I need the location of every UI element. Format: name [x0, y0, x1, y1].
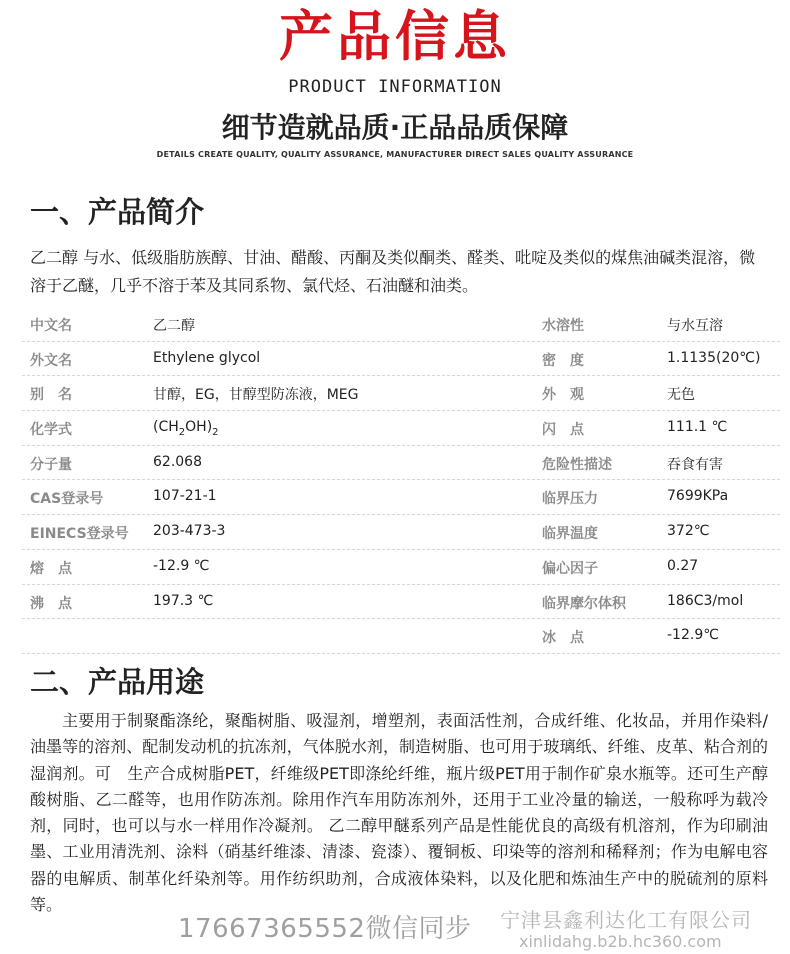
- property-label: 临界温度: [542, 526, 598, 543]
- property-label: 水溶性: [542, 318, 584, 334]
- property-label: 外 观: [542, 387, 584, 404]
- property-label: 沸 点: [30, 595, 72, 612]
- properties-table: [22, 307, 780, 654]
- table-row: [22, 411, 780, 446]
- property-value: 107-21-1: [153, 488, 217, 505]
- table-row: [22, 619, 780, 654]
- property-label: 中文名: [30, 318, 72, 334]
- chemical-formula: $(CH_2OH)_2$: [153, 419, 219, 438]
- table-row: [22, 342, 780, 377]
- property-label: 密 度: [542, 352, 584, 369]
- watermark-phone: 17667365552微信同步: [178, 908, 471, 945]
- section-title-usage: 二、产品用途: [30, 665, 205, 699]
- property-label: 冰 点: [542, 630, 584, 647]
- property-value: 甘醇，EG，甘醇型防冻液，MEG: [153, 387, 359, 404]
- property-value: -12.9 ℃: [153, 557, 210, 574]
- property-label: 危险性描述: [542, 456, 612, 473]
- property-value: 62.068: [153, 453, 202, 470]
- property-value: 111.1 ℃: [667, 419, 728, 436]
- property-label: CAS登录号: [30, 491, 104, 508]
- table-row: [22, 585, 780, 620]
- property-value: 0.27: [667, 557, 699, 574]
- property-label: 偏心因子: [542, 560, 598, 577]
- property-label: 外文名: [30, 352, 72, 369]
- page-title-en: PRODUCT INFORMATION: [288, 77, 502, 97]
- property-value: 无色: [667, 387, 695, 404]
- section-title-intro: 一、产品简介: [30, 195, 205, 229]
- property-value: Ethylene glycol: [153, 349, 261, 366]
- table-row: [22, 480, 780, 515]
- property-value: 7699KPa: [667, 488, 729, 505]
- usage-paragraph: 主要用于制聚酯涤纶，聚酯树脂、吸湿剂，增塑剂，表面活性剂，合成纤维、化妆品，并用作染料/油墨等的溶剂、配制发动机的抗冻剂，气体脱水剂，制造树脂、也可用于玻璃纸、纤维、皮革、粘合剂的湿润剂。可 生产合成树脂PET，纤维级PET即涤纶纤维，瓶片级PET用于制作矿泉水瓶等。还可生产醇酸树脂、乙二醛等，也用作防冻剂。除用作汽车用防冻剂外，还用于工业冷量的输送，一般称呼为载冷剂，同时，也可以与水一样用作冷凝剂。 乙二醇甲醚系列产品是性能优良的高级有机溶剂，作为印刷油墨、工业用清洗剂、涂料（硝基纤维漆、清漆、瓷漆）、覆铜板、印染等的溶剂和稀释剂；作为电解电容器的电解质、制革化纤染剂等。用作纺织助剂，合成液体染料，以及化肥和炼油生产中的脱硫剂的原料等。: [30, 711, 768, 915]
- property-value: 乙二醇: [153, 318, 195, 334]
- watermark-url: xinlidahg.b2b.hc360.com: [519, 932, 722, 951]
- property-label: EINECS登录号: [30, 526, 129, 543]
- table-row: [22, 550, 780, 585]
- table-row: [22, 515, 780, 550]
- property-value: 吞食有害: [667, 456, 723, 473]
- property-label: 分子量: [30, 456, 72, 473]
- slogan: 细节造就品质·正品品质保障: [221, 111, 569, 144]
- property-label: 化学式: [30, 422, 72, 439]
- property-value: 186C3/mol: [667, 592, 744, 609]
- table-row: [22, 446, 780, 481]
- property-label: 熔 点: [30, 560, 72, 577]
- property-value: 1.1135(20℃): [667, 349, 761, 366]
- property-label: 临界压力: [542, 491, 598, 508]
- property-label: 别 名: [30, 387, 72, 404]
- slogan-en: DETAILS CREATE QUALITY, QUALITY ASSURANCE, MANUFACTURER DIRECT SALES QUALITY ASSURANCE: [156, 150, 634, 159]
- property-value: 372℃: [667, 523, 710, 540]
- property-value: 203-473-3: [153, 523, 226, 540]
- watermark-company: 宁津县鑫利达化工有限公司: [500, 908, 752, 932]
- property-value: 与水互溶: [667, 318, 723, 334]
- property-value: -12.9℃: [667, 627, 719, 644]
- table-row: [22, 307, 780, 342]
- table-row: [22, 376, 780, 411]
- property-value: 197.3 ℃: [153, 592, 214, 609]
- intro-paragraph: 乙二醇 与水、低级脂肪族醇、甘油、醋酸、丙酮及类似酮类、醛类、吡啶及类似的煤焦油碱类混溶，微溶于乙醚，几乎不溶于苯及其同系物、氯代烃、石油醚和油类。: [30, 248, 756, 295]
- page-title: 产品信息: [279, 5, 511, 68]
- property-label: 闪 点: [542, 422, 584, 439]
- property-label: 临界摩尔体积: [542, 595, 626, 612]
